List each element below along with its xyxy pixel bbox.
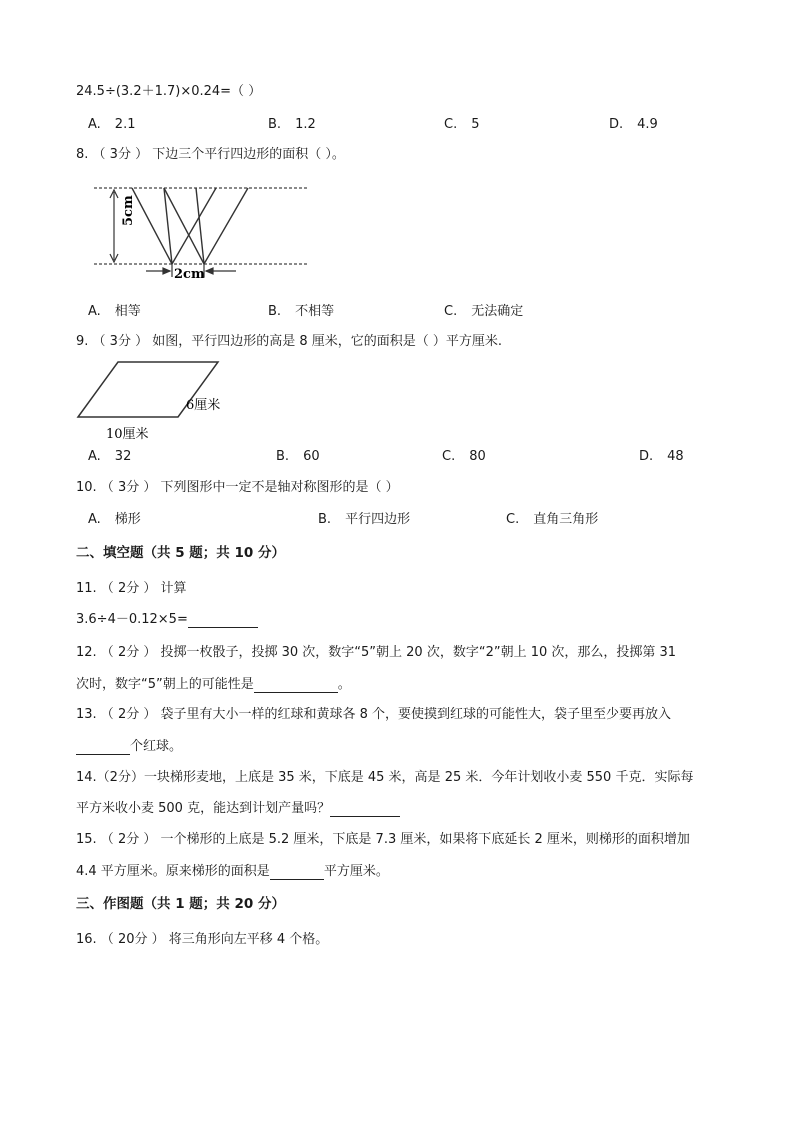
section-heading-fill-in: 二、填空题（共 5 题；共 10 分） [76, 545, 285, 561]
option-b[interactable] [276, 449, 320, 465]
question-9-stem: 9. （ 3分 ） 如图，平行四边形的高是 8 厘米，它的面积是（ ）平方厘米. [76, 334, 503, 349]
line-end: 平方厘米。 [323, 864, 389, 879]
answer-blank[interactable] [188, 615, 258, 628]
option-key: C. [506, 512, 520, 527]
option-text: 48 [667, 449, 684, 464]
option-b[interactable] [268, 117, 316, 133]
option-text: 32 [114, 449, 132, 464]
option-c[interactable] [442, 449, 486, 465]
option-text: 4.9 [637, 117, 658, 132]
question-10-stem: 10. （ 3分 ） 下列图形中一定不是轴对称图形的是（ ） [76, 480, 399, 495]
question-15-line-2 [76, 864, 389, 880]
question-16-stem: 16. （ 20分 ） 将三角形向左平移 4 个格。 [76, 932, 329, 947]
option-key: B. [318, 512, 332, 527]
side-label: 6厘米 [186, 398, 221, 413]
option-text: 2.1 [114, 117, 136, 132]
option-a[interactable] [88, 449, 131, 465]
question-14-line-2 [76, 801, 400, 817]
parallelograms-figure [90, 180, 320, 280]
option-key: B. [268, 304, 282, 319]
base-label: 10厘米 [106, 427, 149, 442]
question-14-line-1: 14.（2分）一块梯形麦地，上底是 35 米，下底是 45 米，高是 25 米．今年计划收小麦 550 千克．实际每 [76, 770, 694, 785]
option-text: 平行四边形 [345, 512, 411, 527]
option-c[interactable] [444, 117, 480, 133]
section-heading-drawing: 三、作图题（共 1 题；共 20 分） [76, 896, 285, 912]
option-key: B. [276, 449, 290, 464]
answer-blank[interactable] [330, 804, 400, 817]
parallelogram-figure [74, 356, 244, 444]
base-label: 2cm [174, 267, 205, 280]
option-text: 60 [303, 449, 320, 464]
option-key: C. [444, 304, 458, 319]
answer-blank[interactable] [254, 680, 338, 693]
question-12-line-1: 12. （ 2分 ） 投掷一枚骰子，投掷 30 次，数字“5”朝上 20 次，数字“2”朝上 10 次，那么，投掷第 31 [76, 645, 677, 660]
option-key: B. [268, 117, 282, 132]
option-key: D. [639, 449, 654, 464]
question-13-line-1: 13. （ 2分 ） 袋子里有大小一样的红球和黄球各 8 个，要使摸到红球的可能性大，袋子里至少要再放入 [76, 707, 672, 722]
option-text: 5 [471, 117, 480, 132]
option-text: 80 [469, 449, 486, 464]
option-key: C. [442, 449, 456, 464]
expression-text: 3.6÷4－0.12×5= [76, 612, 188, 627]
answer-blank[interactable] [76, 742, 130, 755]
line-end: 个红球。 [130, 739, 183, 754]
answer-blank[interactable] [270, 867, 324, 880]
option-key: D. [609, 117, 624, 132]
option-b[interactable] [268, 304, 334, 320]
line-text: 次时，数字“5”朝上的可能性是 [76, 677, 254, 692]
option-text: 直角三角形 [533, 512, 599, 527]
option-c[interactable] [506, 512, 598, 528]
line-text: 4.4 平方厘米。原来梯形的面积是 [76, 864, 270, 879]
option-text: 梯形 [114, 512, 141, 527]
line-end: 。 [337, 677, 351, 692]
option-a[interactable] [88, 117, 135, 133]
line-text: 平方米收小麦 500 克，能达到计划产量吗？ [76, 801, 331, 816]
question-8-stem: 8. （ 3分 ） 下边三个平行四边形的面积（ ）。 [76, 147, 345, 162]
option-c[interactable] [444, 304, 523, 320]
option-text: 相等 [114, 304, 141, 319]
question-7-expression: 24.5÷(3.2＋1.7)×0.24=（ ） [76, 84, 262, 99]
option-key: A. [88, 117, 101, 132]
question-15-line-1: 15. （ 2分 ） 一个梯形的上底是 5.2 厘米，下底是 7.3 厘米，如果将下底延长 2 厘米，则梯形的面积增加 [76, 832, 690, 847]
question-13-line-2 [76, 739, 182, 755]
option-d[interactable] [609, 117, 658, 133]
option-d[interactable] [639, 449, 684, 465]
option-key: A. [88, 512, 101, 527]
option-text: 1.2 [295, 117, 316, 132]
option-a[interactable] [88, 512, 141, 528]
option-key: A. [88, 304, 101, 319]
option-key: C. [444, 117, 458, 132]
option-text: 无法确定 [471, 304, 524, 319]
height-label: 5cm [121, 195, 136, 226]
question-12-line-2 [76, 677, 351, 693]
option-b[interactable] [318, 512, 410, 528]
option-a[interactable] [88, 304, 141, 320]
question-11-expression [76, 612, 258, 628]
question-11-stem: 11. （ 2分 ） 计算 [76, 581, 187, 596]
option-key: A. [88, 449, 101, 464]
option-text: 不相等 [295, 304, 335, 319]
